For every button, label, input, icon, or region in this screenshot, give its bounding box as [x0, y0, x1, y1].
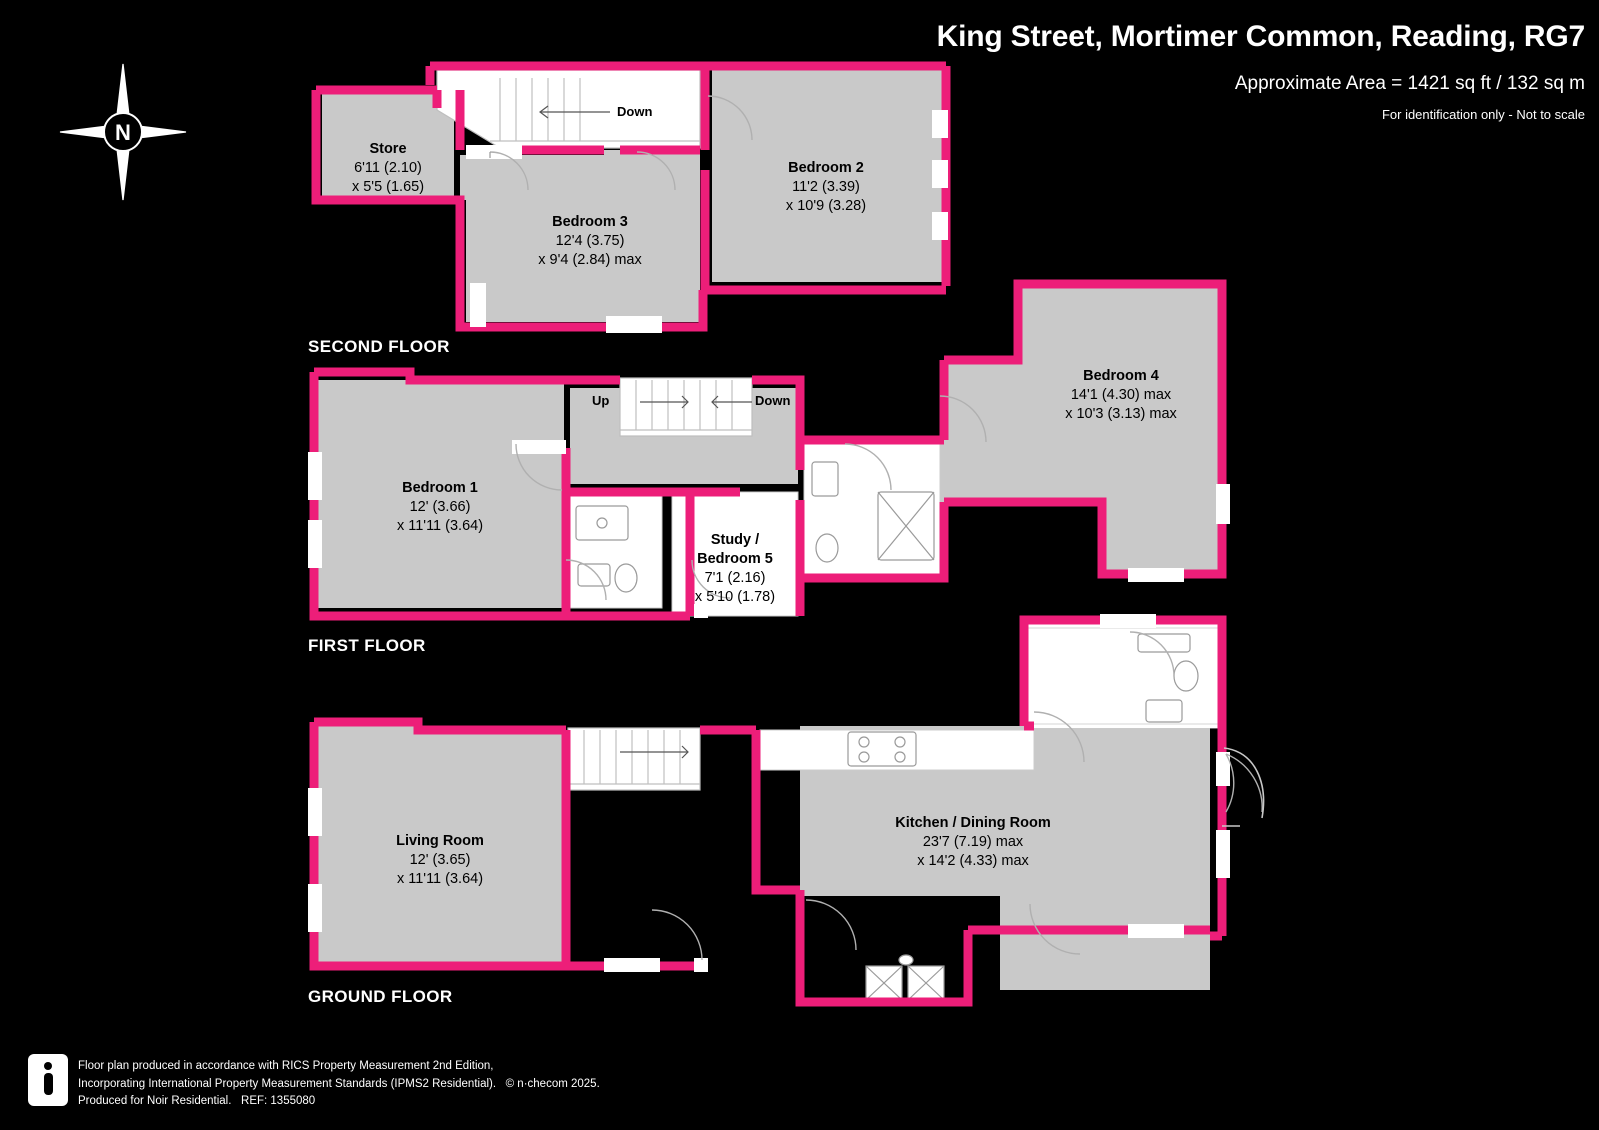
room-dim1-bedroom2: 11'2 (3.39)	[792, 179, 860, 196]
room-dim2-bedroom2: x 10'9 (3.28)	[785, 198, 867, 215]
room-dim2-bedroom1: x 11'11 (3.64)	[396, 518, 484, 535]
room-name-bedroom4: Bedroom 4	[1083, 368, 1159, 384]
room-name-bedroom3: Bedroom 3	[552, 214, 628, 230]
room-label-store	[318, 140, 458, 197]
room-name-bedroom2: Bedroom 2	[788, 160, 864, 176]
room-label-kitchen-dining	[838, 814, 1108, 871]
footer-notes	[78, 1058, 600, 1110]
compass-letter: N	[115, 120, 131, 145]
disclaimer-text: For identification only - Not to scale	[1381, 107, 1585, 122]
room-dim2-study: x 5'10 (1.78)	[694, 589, 776, 606]
stair-label-second-down: Down	[617, 104, 653, 119]
room-dim1-study: 7'1 (2.16)	[704, 570, 766, 587]
room-label-bedroom3	[470, 213, 710, 270]
room-dim2-bedroom4: x 10'3 (3.13) max	[1065, 406, 1177, 423]
room-name-study-2: Bedroom 5	[697, 551, 773, 568]
room-name-store: Store	[369, 141, 407, 157]
room-label-study	[672, 531, 798, 608]
room-dim2-kitchen-dining: x 14'2 (4.33) max	[917, 853, 1029, 870]
room-dim2-living-room: x 11'11 (3.64)	[396, 871, 484, 888]
floor-label-second: SECOND FLOOR	[308, 337, 450, 356]
page-title: King Street, Mortimer Common, Reading, RG7	[936, 20, 1585, 53]
accessibility-person-icon	[28, 1054, 68, 1106]
room-name-bedroom1: Bedroom 1	[402, 480, 478, 496]
room-label-bedroom2	[712, 159, 940, 216]
floor-label-first: FIRST FLOOR	[308, 636, 426, 655]
room-name-study: Study /	[710, 532, 760, 548]
footer-copyright: © n·checom 2025.	[505, 1077, 600, 1090]
ground-floor-plan	[308, 614, 1263, 1002]
room-name-kitchen-dining: Kitchen / Dining Room	[895, 815, 1051, 831]
stair-label-first-down: Down	[755, 393, 791, 408]
room-label-bedroom4	[1018, 367, 1224, 424]
footer-line-2: Incorporating International Property Measurement Standards (IPMS2 Residential).	[78, 1077, 497, 1090]
room-name-living-room: Living Room	[396, 833, 484, 849]
stair-label-first-up: Up	[592, 393, 610, 408]
room-dim1-bedroom4: 14'1 (4.30) max	[1070, 387, 1172, 404]
approximate-area: Approximate Area = 1421 sq ft / 132 sq m	[1234, 73, 1585, 94]
room-label-living-room	[320, 832, 560, 889]
room-dim2-bedroom3: x 9'4 (2.84) max	[538, 252, 642, 269]
stair-label-ground-up: Up	[578, 810, 596, 825]
footer-line-1: Floor plan produced in accordance with RICS Property Measurement 2nd Edition,	[78, 1060, 494, 1073]
room-dim1-living-room: 12' (3.65)	[409, 852, 471, 869]
room-dim2-store: x 5'5 (1.65)	[351, 179, 425, 196]
footer-reference: REF: 1355080	[241, 1094, 316, 1107]
footer-line-3: Produced for Noir Residential.	[78, 1094, 232, 1107]
room-label-bedroom1	[320, 479, 560, 536]
room-dim1-kitchen-dining: 23'7 (7.19) max	[922, 834, 1024, 851]
floor-label-ground: GROUND FLOOR	[308, 987, 453, 1006]
room-dim1-bedroom1: 12' (3.66)	[409, 499, 471, 516]
room-dim1-bedroom3: 12'4 (3.75)	[555, 233, 625, 250]
room-dim1-store: 6'11 (2.10)	[354, 160, 422, 177]
